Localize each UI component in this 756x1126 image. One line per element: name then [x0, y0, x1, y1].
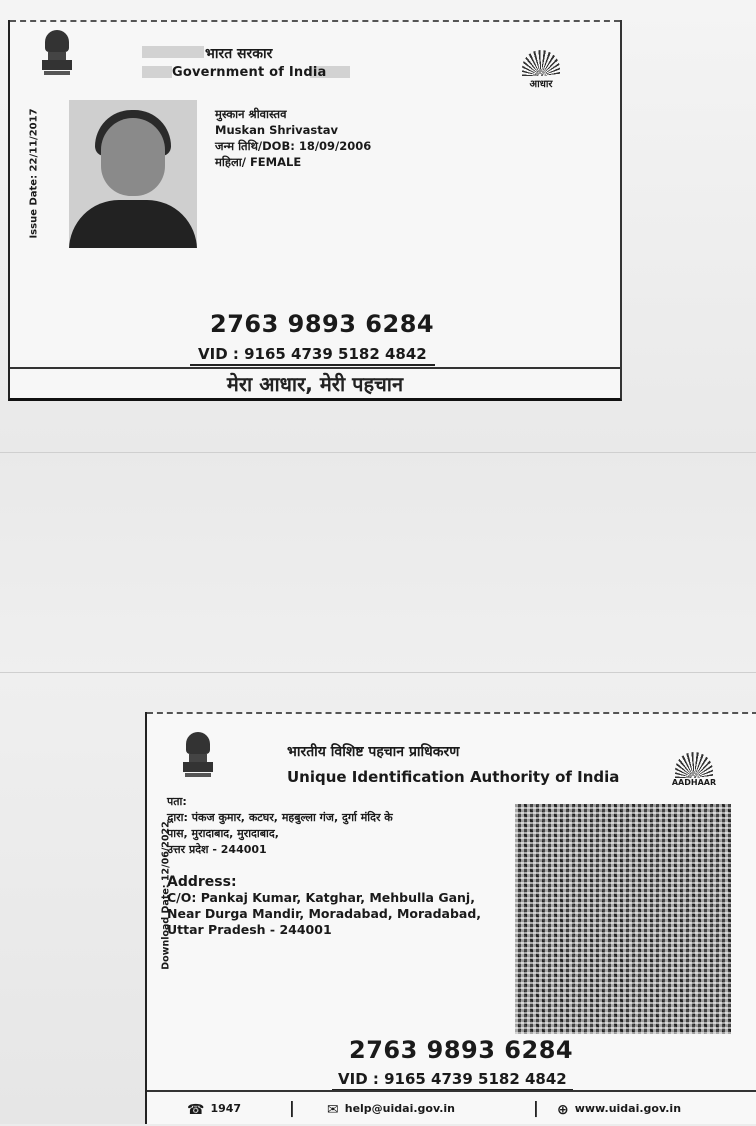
website-contact: [557, 1102, 681, 1118]
aadhaar-number: 2763 9893 6284: [210, 310, 435, 338]
address-line: Uttar Pradesh - 244001: [167, 922, 332, 937]
national-emblem-icon: [40, 30, 74, 76]
globe-icon: ⊕: [557, 1102, 569, 1118]
virtual-id: VID : 9165 4739 5182 4842: [332, 1070, 573, 1091]
qr-code: [515, 804, 731, 1034]
name-hindi: मुस्कान श्रीवास्तव: [215, 107, 287, 121]
tagline: मेरा आधार, मेरी पहचान: [10, 367, 620, 399]
phone-icon: ☎: [187, 1102, 205, 1118]
date-of-birth: जन्म तिथि/DOB: 18/09/2006: [215, 139, 372, 153]
address-english: [167, 874, 512, 938]
issue-date: Issue Date: 22/11/2017: [28, 108, 40, 239]
virtual-id: VID : 9165 4739 5182 4842: [190, 345, 435, 366]
address-line: C/O: Pankaj Kumar, Katghar, Mehbulla Ganj,: [167, 890, 475, 905]
envelope-icon: ✉: [327, 1102, 339, 1118]
government-hindi: भारत सरकार: [205, 46, 273, 62]
government-english: Government of India: [172, 65, 327, 80]
header-stripe: [142, 46, 204, 58]
divider: |: [289, 1098, 295, 1117]
header-stripe: [142, 66, 172, 78]
holder-photo: [69, 100, 197, 248]
address-hindi-label: पता:: [167, 795, 187, 808]
aadhaar-logo-icon: [667, 752, 721, 796]
helpline-number: 1947: [210, 1102, 242, 1115]
website-url: www.uidai.gov.in: [574, 1102, 682, 1115]
address-line: द्वारा: पंकज कुमार, कटघर, महबुल्ला गंज, दुर्गा मंदिर के: [167, 811, 393, 824]
email-contact: [327, 1102, 455, 1118]
address-english-label: Address:: [167, 874, 237, 890]
email-address: help@uidai.gov.in: [344, 1102, 456, 1115]
aadhaar-card-front: [8, 20, 622, 401]
authority-english: Unique Identification Authority of India: [287, 768, 620, 786]
aadhaar-card-back: [145, 712, 756, 1124]
helpline: [187, 1102, 241, 1118]
aadhaar-logo-label: आधार: [529, 79, 553, 90]
download-date: Download Date: 12/06/2022: [160, 821, 172, 970]
aadhaar-logo-label: AADHAAR: [671, 778, 717, 787]
national-emblem-icon: [181, 732, 215, 778]
authority-hindi: भारतीय विशिष्ट पहचान प्राधिकरण: [287, 744, 460, 760]
holder-details: [215, 106, 371, 170]
fold-line: [0, 452, 756, 453]
gender: महिला/ FEMALE: [215, 155, 302, 169]
aadhaar-logo-icon: [514, 50, 568, 94]
aadhaar-number: 2763 9893 6284: [349, 1036, 574, 1064]
contact-footer: [147, 1090, 756, 1126]
fold-line: [0, 672, 756, 673]
address-line: उत्तर प्रदेश - 244001: [167, 843, 267, 856]
name-english: Muskan Shrivastav: [215, 123, 339, 137]
address-line: Near Durga Mandir, Moradabad, Moradabad,: [167, 906, 482, 921]
address-line: पास, मुरादाबाद, मुरादाबाद,: [167, 827, 279, 840]
divider: |: [533, 1098, 539, 1117]
address-hindi: [167, 794, 497, 858]
